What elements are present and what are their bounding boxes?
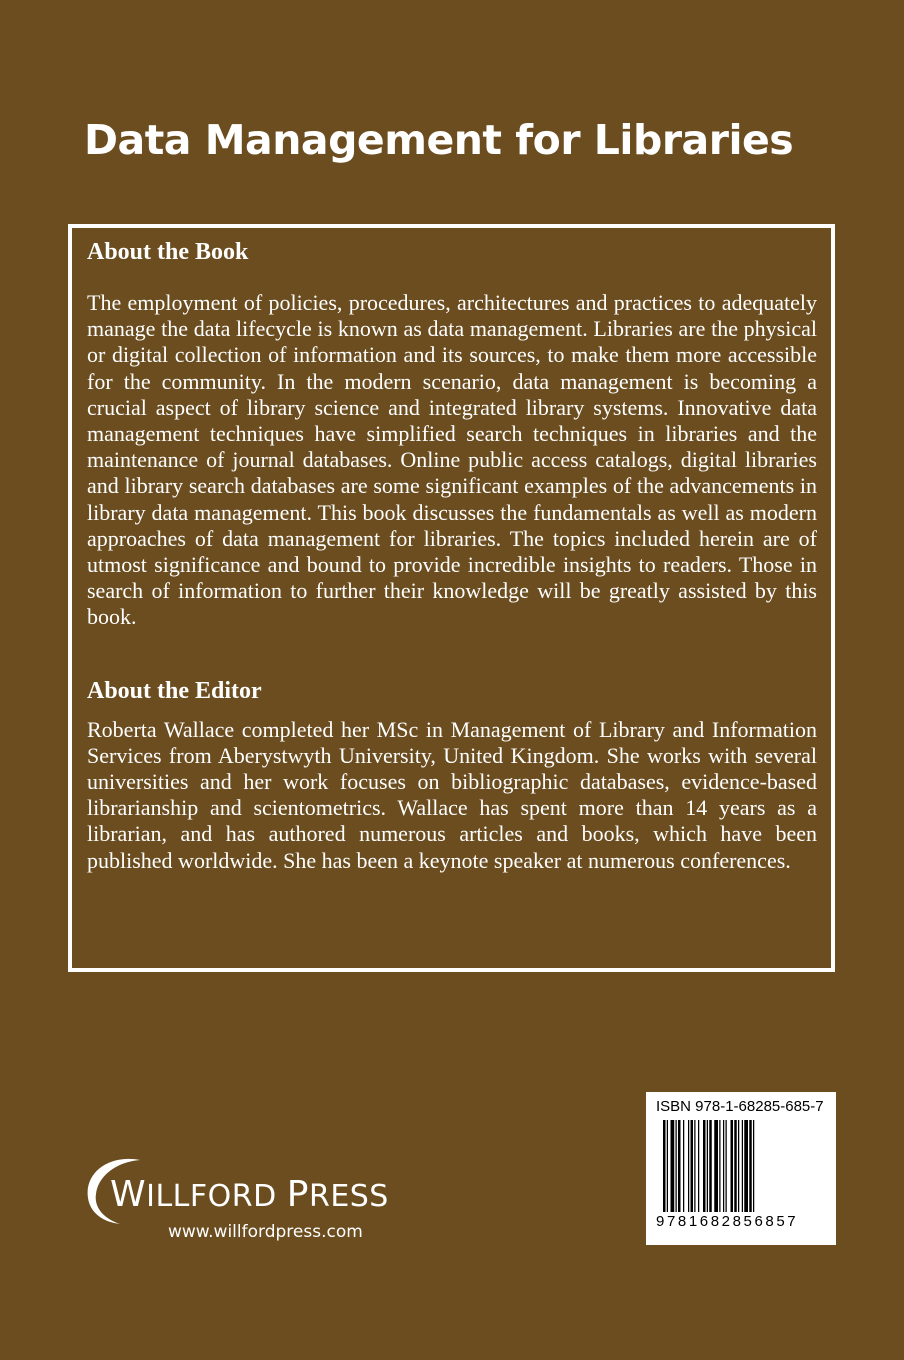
barcode-bar xyxy=(678,1120,681,1212)
barcode-bar xyxy=(703,1120,706,1212)
barcode-bar xyxy=(709,1120,712,1212)
about-editor-heading: About the Editor xyxy=(87,677,262,704)
about-book-text: The employment of policies, procedures, architectures and practices to adequately manage the data lifecycle is known as data management. Libraries are the physical or digital collection of information and its sources, to make them more accessible for the community. In the modern scenario, data management is becoming a crucial aspect of library science and integrated library systems. Innovative data management techniques have simplified search techniques in libraries and the maintenance of journal databases. Online public access catalogs, digital libraries and library search databases are some significant examples of the advancements in library data management. This book discusses the fundamentals as well as modern approaches of data management for libraries. The topics included herein are of utmost significance and bound to provide incredible insights to readers. Those in search of information to further their knowledge will be greatly assisted by this book. xyxy=(87,290,817,630)
about-editor-text: Roberta Wallace completed her MSc in Management of Library and Information Services from Aberystwyth University, United Kingdom. She works with several universities and her work focuses on bibliographic databases, evidence-based librarianship and scientometrics. Wallace has spent more than 14 years as a librarian, and has authored numerous articles and books, which have been published worldwide. She has been a keynote speaker at numerous conferences. xyxy=(87,716,817,873)
barcode-bar xyxy=(683,1120,684,1212)
barcode-bar xyxy=(714,1120,718,1212)
barcode-bar xyxy=(726,1120,727,1212)
barcode-bar xyxy=(719,1120,720,1212)
description-box xyxy=(68,224,835,972)
isbn-label: ISBN 978-1-68285-685-7 xyxy=(656,1098,824,1115)
barcode-bar xyxy=(688,1120,689,1212)
barcode-bar xyxy=(667,1120,668,1212)
barcode-bar xyxy=(734,1120,737,1212)
publisher-name: WILLFORD PRESS xyxy=(110,1174,389,1215)
barcode-digits: 9781682856857 xyxy=(656,1213,799,1230)
barcode-bars xyxy=(663,1120,821,1212)
barcode-bar xyxy=(723,1120,724,1212)
barcode-bar xyxy=(707,1120,708,1212)
barcode-bar xyxy=(753,1120,754,1212)
barcode-bar xyxy=(691,1120,694,1212)
barcode-bar xyxy=(676,1120,677,1212)
publisher-url: www.willfordpress.com xyxy=(168,1222,363,1242)
barcode-bar xyxy=(742,1120,743,1212)
barcode-bar xyxy=(698,1120,699,1212)
barcode-bar xyxy=(694,1120,695,1212)
barcode-bar xyxy=(731,1120,734,1212)
barcode-bar xyxy=(663,1120,666,1212)
book-title: Data Management for Libraries xyxy=(84,116,794,164)
barcode-bar xyxy=(749,1120,752,1212)
barcode-bar xyxy=(671,1120,675,1212)
publisher-logo xyxy=(80,1150,400,1250)
barcode-bar xyxy=(744,1120,748,1212)
isbn-barcode xyxy=(646,1092,836,1245)
barcode-bar xyxy=(738,1120,739,1212)
about-book-heading: About the Book xyxy=(87,239,249,265)
